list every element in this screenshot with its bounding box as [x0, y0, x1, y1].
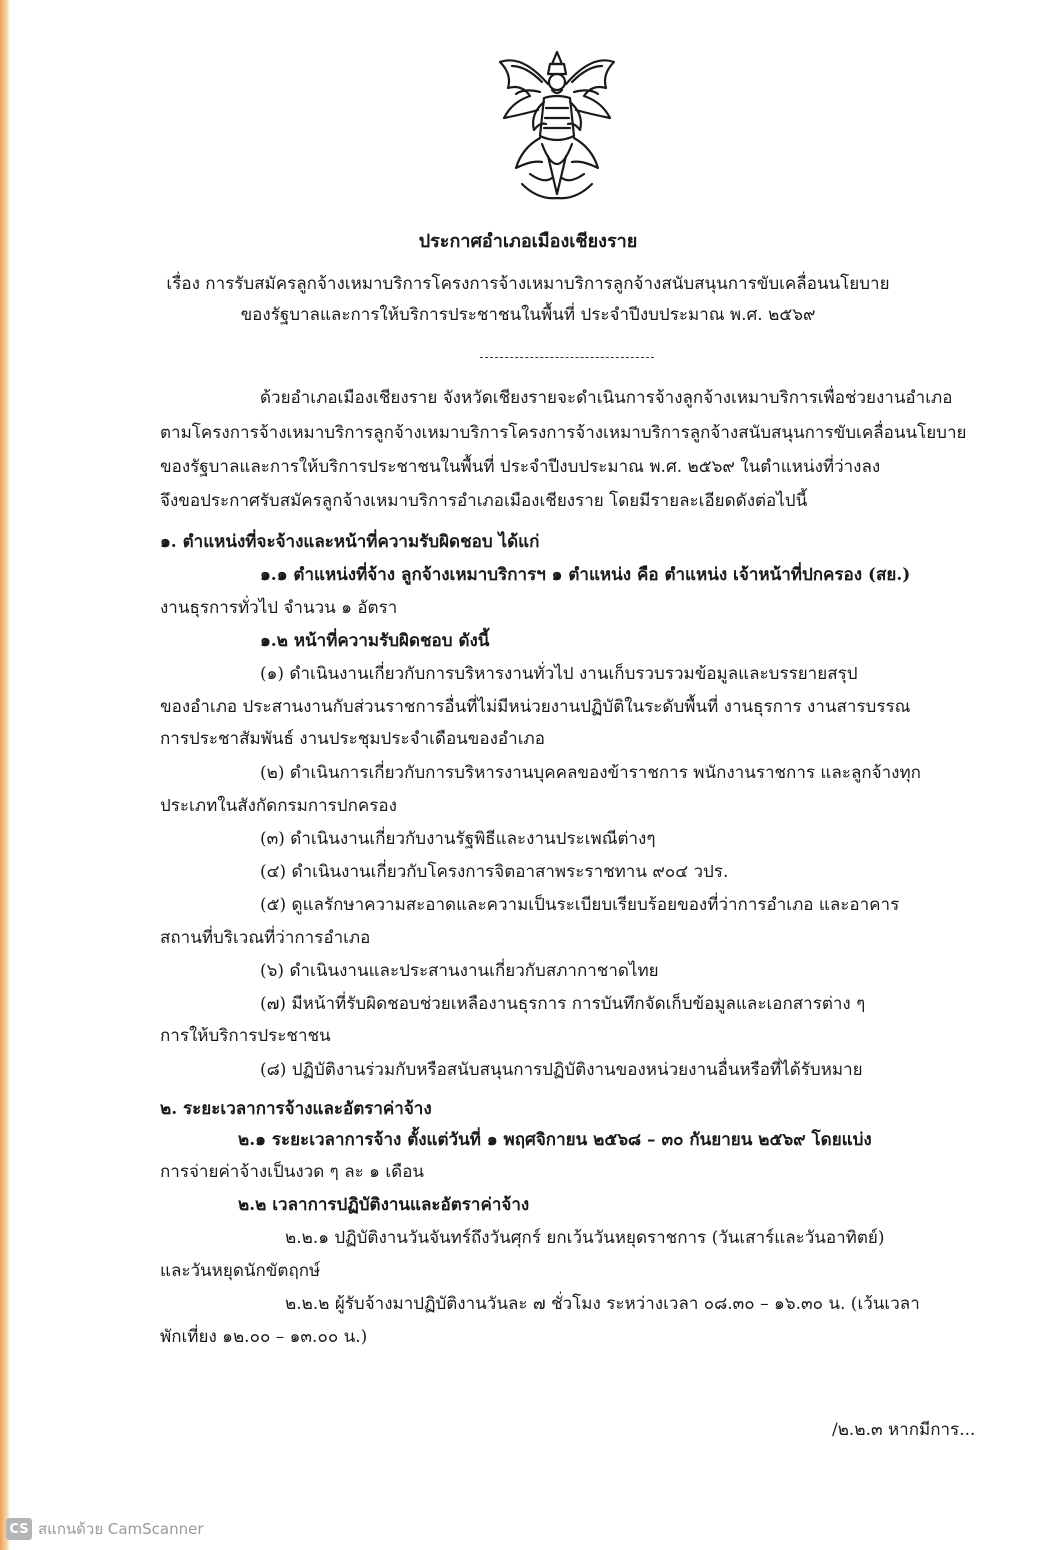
duty-1-line-2: ของอำเภอ ประสานงานกับส่วนราชการอื่นที่ไม่มีหน่วยงานปฏิบัติในระดับพื้นที่ งานธุรการ งานสารบรรณ	[160, 697, 911, 717]
duty-4: (๔) ดำเนินงานเกี่ยวกับโครงการจิตอาสาพระราชทาน ๙๐๔ วปร.	[260, 862, 729, 882]
garuda-emblem-icon	[482, 44, 632, 206]
duty-3: (๓) ดำเนินงานเกี่ยวกับงานรัฐพิธีและงานประเพณีต่างๆ	[260, 829, 656, 849]
intro-line-4: จึงขอประกาศรับสมัครลูกจ้างเหมาบริการอำเภอเมืองเชียงราย โดยมีรายละเอียดดังต่อไปนี้	[160, 491, 808, 511]
subject-line-2: ของรัฐบาลและการให้บริการประชาชนในพื้นที่ ประจำปีงบประมาณ พ.ศ. ๒๕๖๙	[240, 305, 816, 325]
camscanner-text: สแกนด้วย CamScanner	[38, 1520, 204, 1538]
section-2-heading: ๒. ระยะเวลาการจ้างและอัตราค่าจ้าง	[160, 1099, 432, 1119]
duty-1-line-1: (๑) ดำเนินงานเกี่ยวกับการบริหารงานทั่วไป งานเก็บรวบรวมข้อมูลและบรรยายสรุป	[260, 664, 858, 684]
item-2-2-1-line-1: ๒.๒.๑ ปฏิบัติงานวันจันทร์ถึงวันศุกร์ ยกเว้นวันหยุดราชการ (วันเสาร์และวันอาทิตย์)	[285, 1228, 885, 1248]
subject-line-1: เรื่อง การรับสมัครลูกจ้างเหมาบริการโครงการจ้างเหมาบริการลูกจ้างสนับสนุนการขับเคลื่อนนโยบาย	[166, 274, 890, 294]
camscanner-logo-icon: CS	[6, 1518, 32, 1540]
item-1-1-line-2: งานธุรการทั่วไป จำนวน ๑ อัตรา	[160, 598, 398, 618]
duty-2-line-1: (๒) ดำเนินการเกี่ยวกับการบริหารงานบุคคลของข้าราชการ พนักงานราชการ และลูกจ้างทุก	[260, 763, 921, 783]
intro-line-1: ด้วยอำเภอเมืองเชียงราย จังหวัดเชียงรายจะดำเนินการจ้างลูกจ้างเหมาบริการเพื่อช่วยงานอำเภอ	[260, 388, 953, 408]
duty-2-line-2: ประเภทในสังกัดกรมการปกครอง	[160, 796, 397, 816]
duty-5-line-1: (๕) ดูแลรักษาความสะอาดและความเป็นระเบียบเรียบร้อยของที่ว่าการอำเภอ และอาคาร	[260, 895, 900, 915]
item-2-2-2-line-2: พักเที่ยง ๑๒.๐๐ – ๑๓.๐๐ น.)	[160, 1327, 368, 1347]
item-2-2-heading: ๒.๒ เวลาการปฏิบัติงานและอัตราค่าจ้าง	[238, 1195, 530, 1215]
item-2-1-line-2: การจ่ายค่าจ้างเป็นงวด ๆ ละ ๑ เดือน	[160, 1162, 425, 1182]
duty-1-line-3: การประชาสัมพันธ์ งานประชุมประจำเดือนของอำเภอ	[160, 729, 545, 749]
section-1-heading: ๑. ตำแหน่งที่จะจ้างและหน้าที่ความรับผิดชอบ ได้แก่	[160, 532, 540, 552]
duty-7-line-1: (๗) มีหน้าที่รับผิดชอบช่วยเหลืองานธุรการ การบันทึกจัดเก็บข้อมูลและเอกสารต่าง ๆ	[260, 994, 866, 1014]
duty-8: (๘) ปฏิบัติงานร่วมกับหรือสนับสนุนการปฏิบัติงานของหน่วยงานอื่นหรือที่ได้รับหมาย	[260, 1060, 863, 1080]
item-2-2-2-line-1: ๒.๒.๒ ผู้รับจ้างมาปฏิบัติงานวันละ ๗ ชั่วโมง ระหว่างเวลา ๐๘.๓๐ – ๑๖.๓๐ น. (เว้นเวลา	[285, 1294, 920, 1314]
item-1-2-heading: ๑.๒ หน้าที่ความรับผิดชอบ ดังนี้	[260, 631, 490, 651]
announcement-title: ประกาศอำเภอเมืองเชียงราย	[418, 231, 638, 252]
duty-7-line-2: การให้บริการประชาชน	[160, 1026, 331, 1046]
camscanner-watermark	[6, 1516, 204, 1542]
item-2-2-1-line-2: และวันหยุดนักขัตฤกษ์	[160, 1261, 321, 1281]
intro-line-3: ของรัฐบาลและการให้บริการประชาชนในพื้นที่ ประจำปีงบประมาณ พ.ศ. ๒๕๖๙ ในตำแหน่งที่ว่างลง	[160, 457, 881, 477]
duty-5-line-2: สถานที่บริเวณที่ว่าการอำเภอ	[160, 928, 371, 948]
continuation-note: /๒.๒.๓ หากมีการ...	[832, 1420, 976, 1440]
item-1-1-line-1: ๑.๑ ตำแหน่งที่จ้าง ลูกจ้างเหมาบริการฯ ๑ ตำแหน่ง คือ ตำแหน่ง เจ้าหน้าที่ปกครอง (สย.)	[260, 565, 911, 585]
item-2-1-line-1: ๒.๑ ระยะเวลาการจ้าง ตั้งแต่วันที่ ๑ พฤศจิกายน ๒๕๖๘ – ๓๐ กันยายน ๒๕๖๙ โดยแบ่ง	[238, 1130, 872, 1150]
separator-line	[480, 357, 654, 358]
duty-6: (๖) ดำเนินงานและประสานงานเกี่ยวกับสภากาชาดไทย	[260, 961, 659, 981]
intro-line-2: ตามโครงการจ้างเหมาบริการลูกจ้างเหมาบริการโครงการจ้างเหมาบริการลูกจ้างสนับสนุนการขับเคลื่อนนโยบาย	[160, 423, 967, 443]
